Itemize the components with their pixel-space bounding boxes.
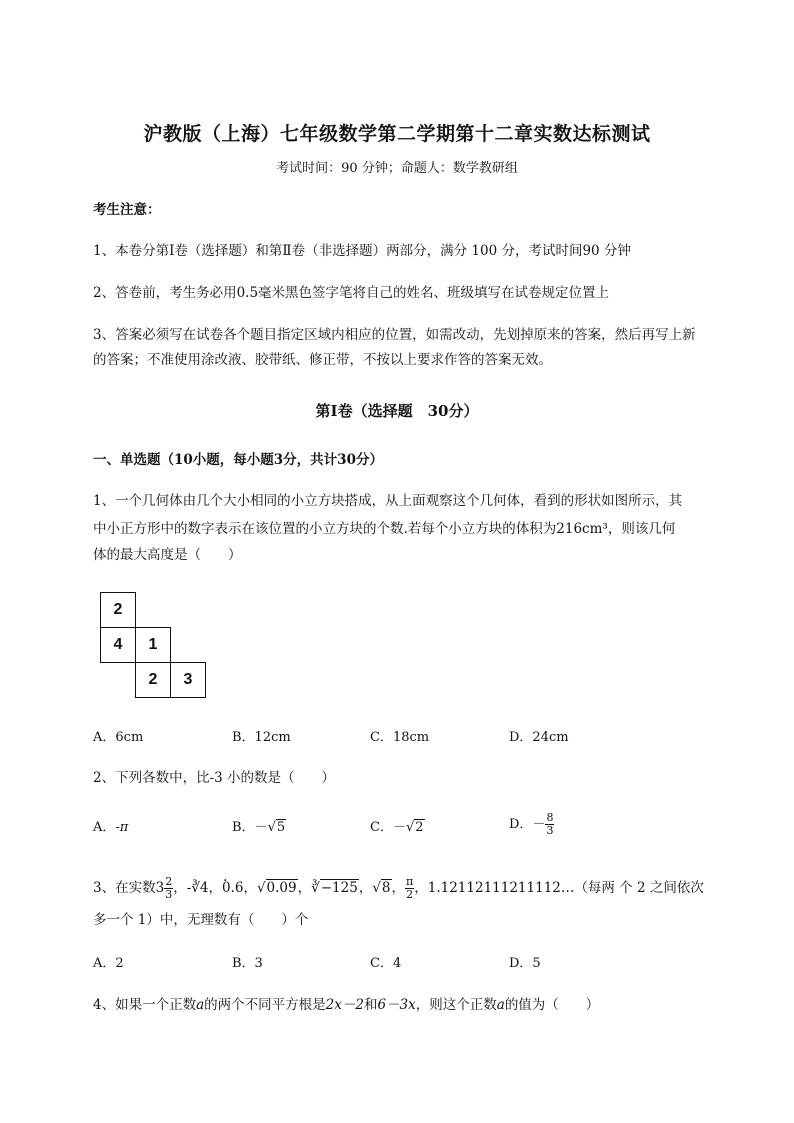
option-label: A．: [93, 820, 116, 835]
section-title: 第Ⅰ卷（选择题 30分）: [315, 402, 479, 420]
radicand: 2: [415, 820, 424, 835]
notice-item-3-cont: 的答案；不准使用涂改液、胶带纸、修正带，不按以上要求作答的答案无效。: [93, 352, 552, 368]
q2-option-b[interactable]: [232, 818, 286, 838]
radical-sign: √: [405, 820, 415, 835]
minus-sign: －: [532, 817, 546, 832]
notice-item-1: 1、本卷分第Ⅰ卷（选择题）和第Ⅱ卷（非选择题）两部分，满分 100 分，考试时间90 分钟: [93, 243, 631, 259]
numerator: 2: [165, 875, 173, 888]
denominator: 2: [406, 888, 414, 901]
part-heading: 一、单选题（10小题，每小题3分，共计30分）: [93, 452, 383, 468]
numerator: 8: [546, 811, 554, 824]
q2-option-c[interactable]: [370, 818, 425, 838]
q2-option-a[interactable]: [93, 818, 128, 838]
option-label: B．: [232, 820, 255, 835]
top-view-figure: [100, 592, 208, 700]
radicand: 0.09: [266, 880, 297, 896]
grid-cell: 1: [135, 627, 171, 663]
denominator: 3: [165, 888, 173, 901]
q4-part: ，则这个正数: [415, 997, 497, 1013]
variable-a: a: [196, 997, 205, 1013]
q3-tail: ，1.12112111211112…（每两 个 2 之间依次: [414, 880, 704, 896]
separator: ，: [173, 880, 187, 896]
cube-root-4: -∛4: [186, 880, 209, 896]
q3-line-2: 多一个 1）中，无理数有（ ）个: [93, 912, 309, 928]
q3-prefix: 3、在实数: [93, 880, 156, 896]
q1-option-b[interactable]: B．12cm: [232, 730, 291, 745]
radical-sign: √: [267, 820, 276, 835]
grid-cell: 3: [170, 662, 206, 698]
notice-item-3: 3、答案必须写在试卷各个题目指定区域内相应的位置，如需改动，先划掉原来的答案，然后再写上新: [93, 327, 696, 343]
separator: ，: [208, 880, 222, 896]
radicand: −125: [320, 880, 358, 896]
mixed-fraction: [164, 876, 173, 901]
numerator: π: [406, 875, 414, 888]
q1-option-d[interactable]: D．24cm: [509, 730, 569, 745]
grid-cell: 2: [135, 662, 171, 698]
q4-part: 4、如果一个正数: [93, 997, 197, 1013]
repeating-decimal: 0.6 ·: [222, 880, 243, 896]
minus-sign: －: [392, 820, 406, 835]
q3-option-a[interactable]: A．2: [93, 956, 124, 971]
page-title: 沪教版（上海）七年级数学第二学期第十二章实数达标测试: [143, 123, 651, 145]
variable-a: a: [496, 997, 505, 1013]
q1-line-1: 1、一个几何体由几个大小相同的小立方块搭成，从上面观察这个几何体，看到的形状如图所示，其: [93, 493, 683, 509]
q3-option-d[interactable]: D．5: [509, 956, 541, 971]
fraction: [545, 812, 554, 837]
separator: ，: [243, 880, 257, 896]
grid-cell: 4: [100, 627, 136, 663]
denominator: 3: [546, 824, 554, 837]
minus-sign: －: [254, 820, 268, 835]
grid-cell: 2: [100, 592, 136, 628]
radical-sign: √: [372, 880, 381, 896]
q3-option-c[interactable]: C．4: [370, 956, 402, 971]
q2-text: 2、下列各数中，比-3 小的数是（ ）: [93, 770, 336, 786]
q4-part: 的值为（ ）: [504, 997, 600, 1013]
q1-option-c[interactable]: C．18cm: [370, 730, 430, 745]
q3-option-b[interactable]: B．3: [232, 956, 263, 971]
separator: ，: [391, 880, 406, 896]
option-label: C．: [370, 820, 393, 835]
q2-option-d[interactable]: [509, 812, 554, 837]
expression-1: 2x－2: [325, 997, 364, 1013]
notice-heading: 考生注意：: [93, 202, 161, 218]
q4-part: 的两个不同平方根是: [204, 997, 326, 1013]
radical-sign: √: [256, 880, 266, 896]
q1-line-2: 中小正方形中的数字表示在该位置的小立方块的个数.若每个小立方块的体积为216cm³，则该几何: [93, 521, 676, 537]
option-label: D．: [509, 817, 533, 832]
pi-over-2: [405, 876, 414, 901]
radicand: 5: [276, 820, 286, 835]
expression-2: 6－3x: [377, 997, 416, 1013]
q4-part: 和: [363, 997, 378, 1013]
cube-radical-sign: ∛: [311, 880, 320, 896]
option-value: -π: [115, 820, 129, 835]
exam-info: 考试时间：90 分钟；命题人：数学教研组: [276, 161, 518, 176]
mixed-whole: 3: [155, 880, 165, 896]
q4-text: [93, 995, 599, 1015]
separator: ，: [358, 880, 373, 896]
notice-item-2: 2、答卷前，考生务必用0.5毫米黑色签字笔将自己的姓名、班级填写在试卷规定位置上: [93, 285, 610, 301]
q3-line-1: [93, 876, 704, 901]
q1-option-a[interactable]: A．6cm: [93, 730, 144, 745]
radicand: 8: [381, 880, 391, 896]
q1-line-3: 体的最大高度是（ ）: [93, 547, 242, 563]
separator: ，: [297, 880, 312, 896]
